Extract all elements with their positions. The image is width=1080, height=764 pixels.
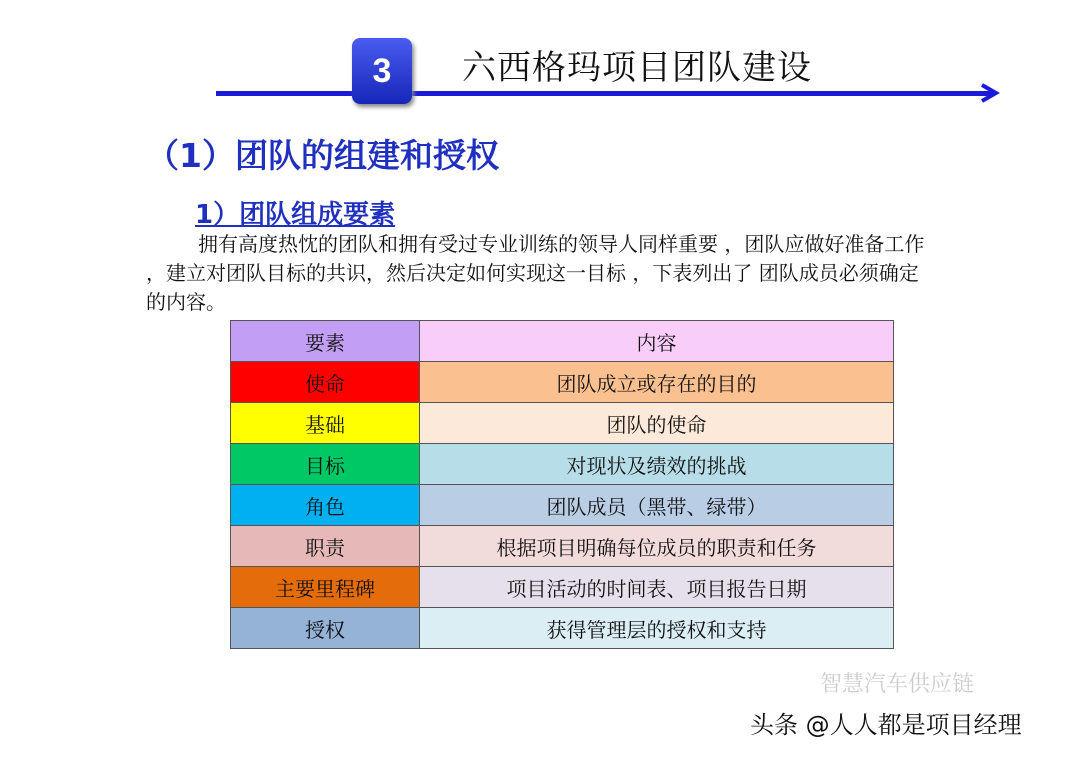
table-header-row xyxy=(231,321,894,362)
element-cell: 使命 xyxy=(231,362,420,403)
element-cell: 基础 xyxy=(231,403,420,444)
content-cell: 团队的使命 xyxy=(420,403,894,444)
element-cell: 主要里程碑 xyxy=(231,567,420,608)
arrow-right-icon xyxy=(978,82,1000,104)
table-row xyxy=(231,526,894,567)
content-cell: 团队成员（黑带、绿带） xyxy=(420,485,894,526)
table-row xyxy=(231,444,894,485)
content-cell: 项目活动的时间表、项目报告日期 xyxy=(420,567,894,608)
table-row xyxy=(231,485,894,526)
subsection-title: 1）团队组成要素 xyxy=(195,200,396,230)
watermark: 智慧汽车供应链 xyxy=(820,672,975,697)
page-title: 六西格玛项目团队建设 xyxy=(462,48,812,88)
element-cell: 目标 xyxy=(231,444,420,485)
table-row xyxy=(231,362,894,403)
section-number-badge: 3 xyxy=(352,38,412,104)
credit-text: 头条 @人人都是项目经理 xyxy=(750,711,1022,739)
header-rule xyxy=(216,91,992,96)
content-cell: 对现状及绩效的挑战 xyxy=(420,444,894,485)
content-cell: 团队成立或存在的目的 xyxy=(420,362,894,403)
section-title: （1）团队的组建和授权 xyxy=(146,136,499,175)
element-cell: 职责 xyxy=(231,526,420,567)
table-row xyxy=(231,403,894,444)
header-cell-element: 要素 xyxy=(231,321,420,362)
content-cell: 根据项目明确每位成员的职责和任务 xyxy=(420,526,894,567)
element-cell: 授权 xyxy=(231,608,420,649)
table-row xyxy=(231,608,894,649)
header-cell-content: 内容 xyxy=(420,321,894,362)
table-row xyxy=(231,567,894,608)
content-cell: 获得管理层的授权和支持 xyxy=(420,608,894,649)
elements-table xyxy=(230,320,894,649)
intro-paragraph: 拥有高度热忱的团队和拥有受过专业训练的领导人同样重要 ，团队应做好准备工作 ，建立对团队目标的共识，然后决定如何实现这一目标 ，下表列出了 团队成员必须确定的内容。 xyxy=(146,232,925,314)
element-cell: 角色 xyxy=(231,485,420,526)
